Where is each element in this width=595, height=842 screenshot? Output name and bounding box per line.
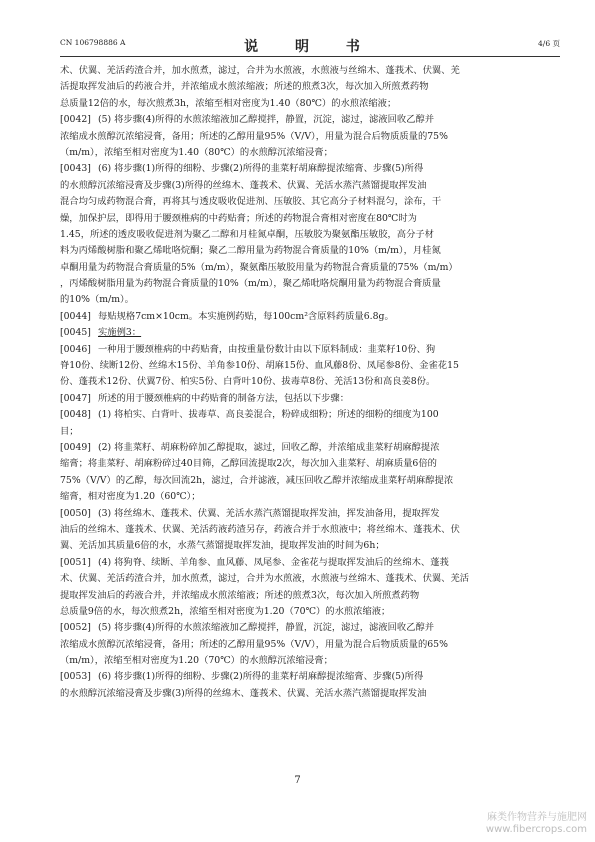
paragraph-number: [0043]	[60, 163, 91, 175]
text-line: （m/m），浓缩至相对密度为1.20（70℃）的水煎醇沉浓缩浸膏；	[60, 655, 333, 667]
text-line: 混合均匀成药物混合膏，再将其与透皮吸收促进剂、压敏胶、其它高分子材料混匀，涂布，干	[60, 196, 442, 208]
paragraph-0052	[60, 620, 560, 669]
text-line: (3) 将丝绵木、蓬莪术、伏翼、羌活水蒸汽蒸馏提取挥发油，挥发油备用，提取挥发	[98, 507, 440, 519]
text-line: 缩膏，相对密度为1.20（60℃）；	[60, 491, 201, 503]
text-line: 总质量9倍的水，每次煎煮2h，浓缩至相对密度为1.20（70℃）的水煎浓缩液；	[60, 605, 391, 617]
paragraph-number: [0045]	[60, 327, 91, 339]
paragraph-number: [0053]	[60, 671, 91, 683]
text-line: 卓酮用量为药物混合膏质量的5%（m/m），聚氨酯压敏胶用量为药物混合膏质量的75%（m/m）	[60, 261, 458, 273]
text-line: (5) 将步骤(4)所得的水煎浓缩液加乙醇搅拌，静置，沉淀，滤过，滤液回收乙醇并	[98, 622, 435, 634]
paragraph-number: [0046]	[60, 343, 91, 355]
paragraph-0050	[60, 506, 560, 555]
text-line: 的水煎醇沉浓缩浸膏及步骤(3)所得的丝绵木、蓬莪术、伏翼、羌活水蒸汽蒸馏提取挥发油	[60, 179, 427, 191]
watermark	[486, 812, 587, 836]
text-line: (5) 将步骤(4)所得的水煎浓缩液加乙醇搅拌，静置，沉淀，滤过，滤液回收乙醇并	[98, 114, 435, 126]
text-line: 浓缩成水煎醇沉浓缩浸膏，备用；所述的乙醇用量95%（V/V），用量为混合后物质质量的75%	[60, 130, 448, 142]
paragraph-number: [0042]	[60, 114, 91, 126]
text-line: 提取挥发油后的药液合并，并浓缩成水煎浓缩液；所述的煎煮3次，每次加入所煎煮药物	[60, 589, 420, 601]
paragraph-number: [0049]	[60, 441, 91, 453]
text-line: 浓缩成水煎醇沉浓缩浸膏，备用；所述的乙醇用量95%（V/V），用量为混合后物质质量的65%	[60, 638, 448, 650]
patent-number: CN 106798886 A	[60, 38, 126, 47]
paragraph-0049	[60, 440, 560, 506]
text-line: 一种用于腰颈椎病的中药贴膏，由按重量份数计由以下原料制成：韭菜籽10份、狗	[98, 343, 436, 355]
header-rule	[60, 56, 560, 57]
paragraph-number: [0050]	[60, 507, 91, 519]
text-line: 术、伏翼、羌活药渣合并，加水煎煮，滤过，合并为水煎液，水煎液与丝绵木、蓬莪术、伏翼、羌	[60, 65, 460, 76]
paragraph-number: [0047]	[60, 392, 91, 404]
text-line: 油后的丝绵木、蓬莪术、伏翼、羌活药液药渣另存，药液合并于水煎液中；将丝绵木、蓬莪术、伏	[60, 523, 460, 535]
text-line: (4) 将狗脊、续断、羊角参、血风藤、凤尾参、金雀花与提取挥发油后的丝绵木、蓬莪	[98, 556, 449, 568]
paragraph-number: [0048]	[60, 409, 91, 421]
text-line: 缩膏；将韭菜籽、胡麻粉碎过40目筛，乙醇回流提取2次，每次加入韭菜籽、胡麻质量6倍的	[60, 458, 437, 470]
example-heading: 实施例3：	[98, 327, 142, 339]
paragraph-0043	[60, 161, 560, 309]
paragraph-number: [0052]	[60, 622, 91, 634]
paragraph-0047	[60, 391, 560, 407]
paragraph-number: [0051]	[60, 556, 91, 568]
text-line: 份、蓬莪术12份、伏翼7份、柏实5份、白背叶10份、拔毒草8份、羌活13份和高良姜8份。	[60, 376, 436, 388]
paragraph-0042	[60, 112, 560, 161]
paragraph-0044	[60, 309, 560, 325]
text-line: 燥，加保护层，即得用于腰颈椎病的中药贴膏；所述的药物混合膏相对密度在80℃时为	[60, 212, 417, 224]
paragraph-0045	[60, 325, 560, 341]
page-header	[60, 36, 560, 54]
paragraph-0048	[60, 407, 560, 440]
text-line: 总质量12倍的水，每次煎煮3h，浓缩至相对密度为1.40（80℃）的水煎浓缩液；	[60, 97, 397, 109]
text-line: 料为丙烯酸树脂和聚乙烯吡咯烷酮；聚乙二醇用量为药物混合膏质量的10%（m/m），月桂氮	[60, 245, 441, 257]
document-title: 说 明 书	[244, 39, 376, 55]
text-line: 1.45，所述的透皮吸收促进剂为聚乙二醇和月桂氮卓酮，压敏胶为聚氨酯压敏胶，高分子材	[60, 228, 434, 240]
text-line: (2) 将韭菜籽、胡麻粉碎加乙醇提取，滤过，回收乙醇，并浓缩成韭菜籽胡麻醇提浓	[98, 441, 440, 453]
paragraph-number: [0044]	[60, 310, 91, 322]
paragraph-0053	[60, 669, 560, 702]
text-line: 活提取挥发油后的药液合并，并浓缩成水煎浓缩液；所述的煎煮3次，每次加入所煎煮药物	[60, 81, 429, 93]
document-body	[60, 63, 560, 702]
text-line: (6) 将步骤(1)所得的细粉、步骤(2)所得的韭菜籽胡麻醇提浓缩膏、步骤(5)所得	[98, 163, 424, 175]
text-line: 每贴规格7cm×10cm。本实施例药贴，每100cm²含原料药质量6.8g。	[98, 310, 394, 322]
watermark-line: 麻类作物营养与施肥网	[487, 812, 587, 823]
paragraph-0051	[60, 555, 560, 621]
text-line: 所述的用于腰颈椎病的中药贴膏的制备方法，包括以下步骤：	[98, 392, 350, 404]
text-line: (1) 将柏实、白背叶、拔毒草、高良姜混合，粉碎成细粉；所述的细粉的细度为100	[98, 409, 439, 421]
text-line: 目；	[60, 425, 79, 437]
text-line: ，丙烯酸树脂用量为药物混合膏质量的10%（m/m），聚乙烯吡咯烷酮用量为药物混合膏质量	[60, 278, 441, 290]
paragraph-0046	[60, 342, 560, 391]
watermark-url: www.fibercrops.com	[485, 824, 587, 835]
paragraph-0041	[60, 63, 560, 112]
text-line: 翼、羌活加其质量6倍的水，水蒸气蒸馏提取挥发油，提取挥发油的时间为6h；	[60, 540, 385, 552]
text-line: (6) 将步骤(1)所得的细粉、步骤(2)所得的韭菜籽胡麻醇提浓缩膏、步骤(5)所得	[98, 671, 424, 683]
text-line: （m/m），浓缩至相对密度为1.40（80℃）的水煎醇沉浓缩浸膏；	[60, 146, 333, 158]
text-line: 的水煎醇沉浓缩浸膏及步骤(3)所得的丝绵木、蓬莪术、伏翼、羌活水蒸汽蒸馏提取挥发油	[60, 687, 427, 699]
text-line: 术、伏翼、羌活药渣合并，加水煎煮，滤过，合并为水煎液，水煎液与丝绵木、蓬莪术、伏翼、羌活	[60, 573, 470, 585]
text-line: 75%（V/V）的乙醇，每次回流2h，滤过，合并滤液，减压回收乙醇并浓缩成韭菜籽胡麻醇提浓	[60, 474, 454, 486]
page-number: 7	[294, 775, 301, 786]
text-line: 的10%（m/m）。	[60, 294, 134, 306]
text-line: 脊10份、续断12份、丝绵木15份、羊角参10份、胡麻15份、血风藤8份、凤尾参8份、金雀花15	[60, 360, 459, 372]
page-count: 4/6 页	[538, 39, 560, 48]
